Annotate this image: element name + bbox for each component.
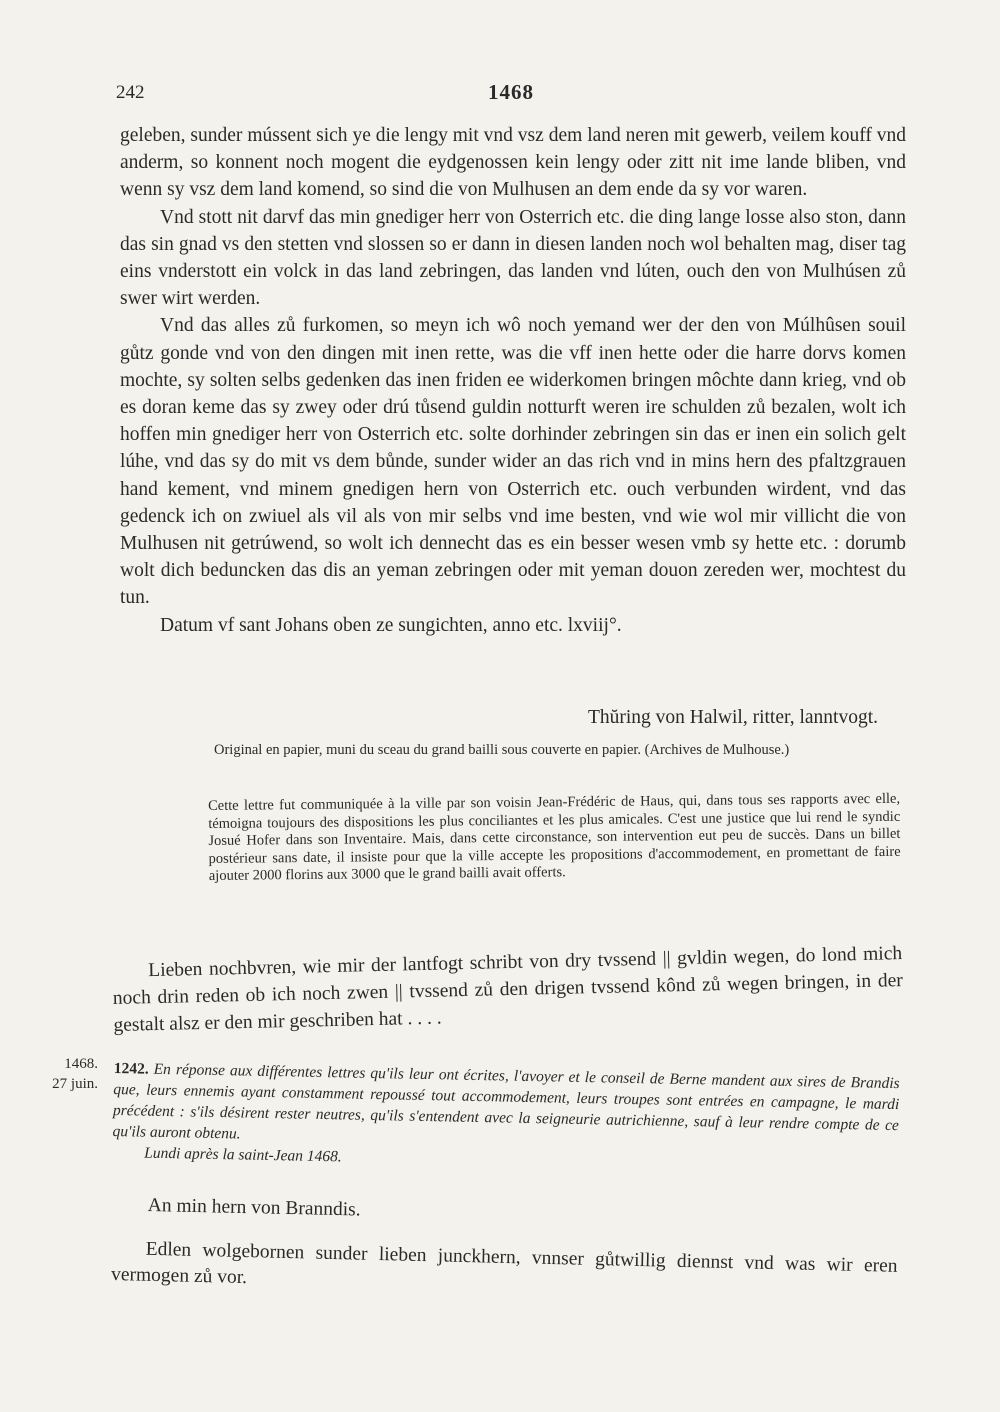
margin-date-year: 1468. <box>64 1056 98 1072</box>
letter-opening <box>111 1236 898 1306</box>
document-summary <box>112 1058 900 1178</box>
letter-opening-text: Edlen wolgebornen sunder lieben junckhern, vnnser gůtwillig diennst vnd was wir eren vermogen zů vor. <box>110 1238 898 1289</box>
document-date: Lundi après la saint-Jean 1468. <box>144 1144 342 1166</box>
source-note-text: Original en papier, muni du sceau du grand bailli sous couverte en papier. (Archives de Mulhouse.) <box>214 742 790 758</box>
paragraph-continuation: geleben, sunder mússent sich ye die lengy mit vnd vsz dem land neren mit gewerb, veilem kouff vnd anderm, so konnent noch mogent die eydgenossen kein lengy oder zitt nit ime lande bliben, vnd wenn sy vsz dem land komend, so sind die von Mulhusen an dem ende da sy vor waren. <box>120 125 906 201</box>
source-note <box>214 742 900 760</box>
main-letter-text <box>120 122 906 639</box>
letter-address: An min hern von Branndis. <box>147 1195 361 1221</box>
paragraph-date: Datum vf sant Johans oben ze sungichten, anno etc. lxviij°. <box>160 614 622 636</box>
signature: Thŭring von Halwil, ritter, lanntvogt. <box>587 707 878 728</box>
page-header <box>116 80 906 110</box>
page-number: 242 <box>116 82 145 103</box>
quoted-letter-text: Lieben nochbvren, wie mir der lantfogt schribt von dry tvssend || gvldin wegen, do lond mich noch drin reden ob ich noch zwen || tvssend zů den drigen tvssend kônd zů wegen bringen, in der gestalt alsz er den mir geschriben hat . . . . <box>112 943 903 1036</box>
document-summary-text: En réponse aux différentes lettres qu'ils leur ont écrites, l'avoyer et le conseil de Berne mandent aux sires de Brandis que, leurs ennemis ayant constamment repoussé tout accommodement, leurs troupes sont entrées en campagne, le mardi précédent : s'ils désirent rester neutres, qu'ils s'entendent avec la seigneurie autrichienne, sauf à leur rendre compte de ce qu'ils auront obtenu. <box>112 1060 900 1143</box>
paragraph-3: Vnd das alles zů furkomen, so meyn ich wô noch yemand wer der den von Múlhûsen souil gůtz gonde vnd von den dingen mit inen rette, was die vff inen hette oder die harre dorvs komen mochte, sy solten selbs gedenken das inen friden ee widerkomen bringen môchte dann krieg, vnd ob es doran keme das sy zwey oder drú tůsend guldin notturft weren ire schulden zů bezalen, wolt ich hoffen min gnediger herr von Osterrich etc. solte dorhinder zebringen sin das er inen ein solich gelt lúhe, vnd das sy do mit vs dem bůnde, sunder wider an das rich vnd in mins hern des pfaltzgrauen hand kement, vnd minem gnedigen hern von Osterrich etc. ouch verbunden wirdent, vnd das gedenck ich on zwiuel als vil als von mir selbs vnd ime besten, vnd wie wol mir villicht die von Mulhusen nit getrúwend, so wolt ich dennecht das es ein besser wesen vmb sy hette etc. : dorumb wolt dich beduncken das dis an yeman zebringen oder mit yeman douon zereden wer, mochtest du tun. <box>120 315 906 609</box>
commentary-note-text: Cette lettre fut communiquée à la ville par son voisin Jean-Frédéric de Haus, qui, dans tous ses rapports avec elle, témoigna toujours des dispositions les plus conciliantes et les plus amicales. C'est une justice que lui rend le syndic Josué Hofer dans son Inventaire. Mais, dans cette circonstance, son intervention eut peu de succès. Dans un billet postérieur sans date, il insiste pour que la ville accepte les propositions d'accommodement, en promettant de faire ajouter 2000 florins aux 3000 que le grand bailli avait offerts. <box>208 790 901 884</box>
paragraph-2: Vnd stott nit darvf das min gnediger herr von Osterrich etc. die ding lange losse also ston, dann das sin gnad vs den stetten vnd slossen so er dann in diesen landen noch wol behalten mag, diser tag eins vnderstott ein volck in das land zebringen, das landen vnd lúten, ouch den von Mulhúsen zů swer wirt werden. <box>120 206 906 310</box>
margin-date <box>18 1054 98 1094</box>
commentary-note <box>208 791 901 886</box>
margin-date-day: 27 juin. <box>52 1076 98 1092</box>
quoted-letter-excerpt <box>112 940 904 1039</box>
running-title-year: 1468 <box>488 80 534 104</box>
document-number: 1242. <box>113 1059 149 1078</box>
